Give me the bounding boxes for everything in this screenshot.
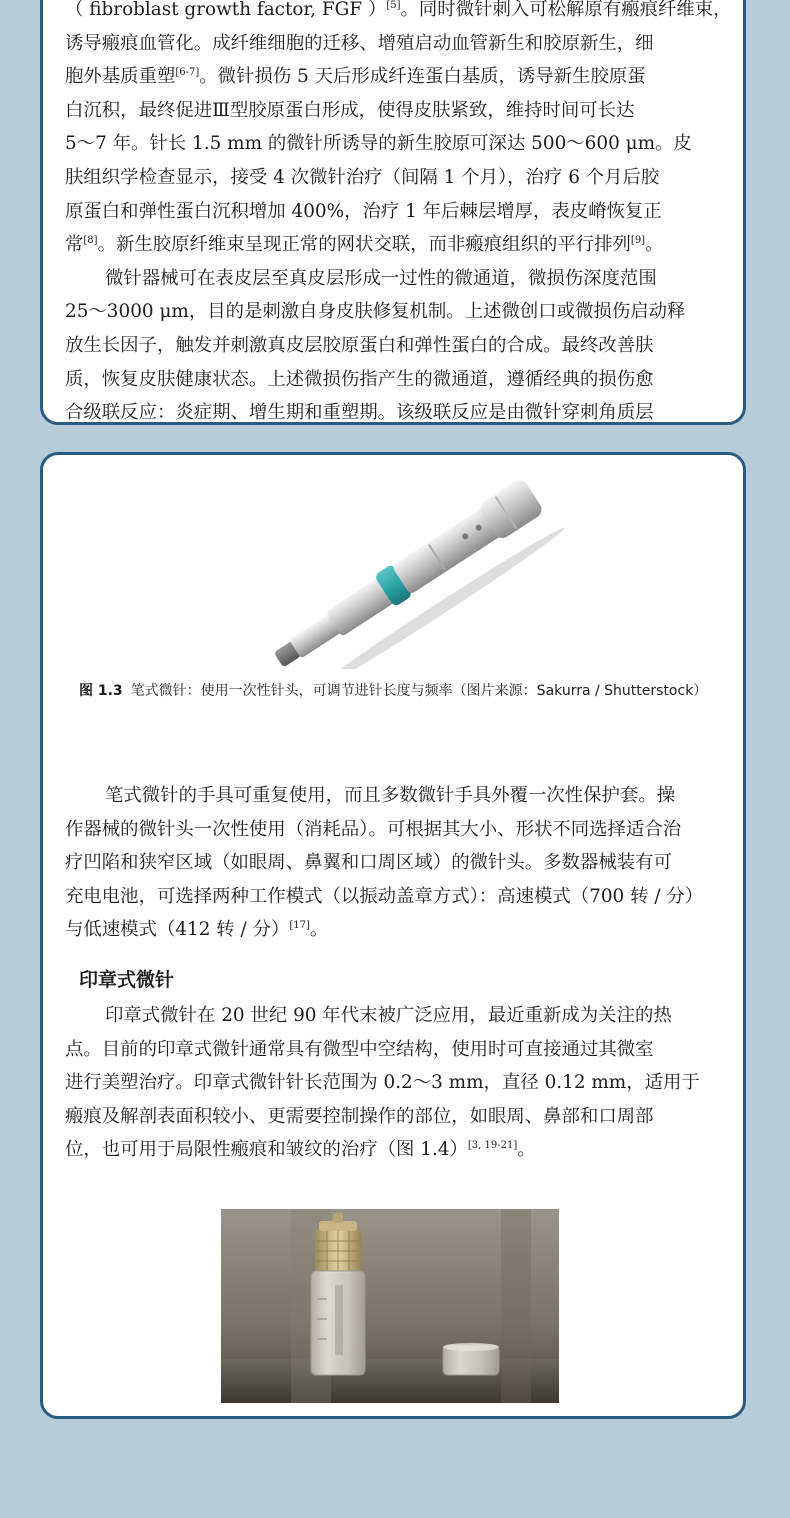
text-line: 诱导瘢痕血管化。成纤维细胞的迁移、增殖启动血管新生和胶原新生，细 [65, 32, 654, 54]
text-line: 与低速模式（412 转 / 分）[17]。 [65, 919, 329, 941]
continued-paragraph [65, 0, 732, 425]
text-line: 充电电池，可选择两种工作模式（以振动盖章方式）：高速模式（700 转 / 分） [65, 885, 704, 907]
text-line: 作器械的微针头一次性使用（消耗品）。可根据其大小、形状不同选择适合治 [65, 818, 682, 840]
text-line: 肤组织学检查显示，接受 4 次微针治疗（间隔 1 个月），治疗 6 个月后胶 [65, 166, 660, 188]
text-line: 5～7 年。针长 1.5 mm 的微针所诱导的新生胶原可深达 500～600 μm。皮 [65, 133, 692, 155]
pen-paragraph [65, 779, 713, 947]
stamp-microneedle-photo [221, 1209, 559, 1403]
stamp-paragraph [65, 999, 713, 1167]
text-line: 合级联反应：炎症期、增生期和重塑期。该级联反应是由微针穿刺角质层 [65, 402, 654, 424]
pen-microneedle-image [231, 479, 591, 673]
text-line: （ fibroblast growth factor, FGF ）[5]。同时微针刺入可松解原有瘢痕纤维束， [65, 0, 732, 20]
text-line: 笔式微针的手具可重复使用，而且多数微针手具外覆一次性保护套。操 [105, 785, 676, 806]
text-line: 位，也可用于局限性瘢痕和皱纹的治疗（图 1.4）[3, 19-21]。 [65, 1139, 536, 1161]
text-line: 25～3000 μm，目的是刺激自身皮肤修复机制。上述微创口或微损伤启动释 [65, 301, 686, 323]
text-card-top [40, 0, 746, 425]
text-line: 进行美塑治疗。印章式微针针长范围为 0.2～3 mm，直径 0.12 mm，适用于 [65, 1072, 700, 1094]
text-line: 疗凹陷和狭窄区域（如眼周、鼻翼和口周区域）的微针头。多数器械装有可 [65, 852, 672, 874]
text-line: 质，恢复皮肤健康状态。上述微损伤指产生的微通道，遵循经典的损伤愈 [65, 368, 654, 390]
text-line: 原蛋白和弹性蛋白沉积增加 400%，治疗 1 年后棘层增厚，表皮嵴恢复正 [65, 200, 662, 222]
figure-caption [79, 679, 719, 703]
text-line: 放生长因子，触发并刺激真皮层胶原蛋白和弹性蛋白的合成。最终改善肤 [65, 334, 654, 356]
text-line: 微针器械可在表皮层至真皮层形成一过性的微通道，微损伤深度范围 [105, 267, 657, 289]
text-card-main [40, 452, 746, 1419]
text-line: 白沉积，最终促进Ⅲ型胶原蛋白形成，使得皮肤紧致，维持时间可长达 [65, 99, 635, 121]
text-line: 常[8]。新生胶原纤维束呈现正常的网状交联，而非瘢痕组织的平行排列[9]。 [65, 234, 664, 256]
text-line: 点。目前的印章式微针通常具有微型中空结构，使用时可直接通过其微室 [65, 1038, 654, 1060]
caption-text: 笔式微针：使用一次性针头，可调节进针长度与频率（图片来源：Sakurra / Shutterstock） [130, 683, 708, 699]
text-line: 印章式微针在 20 世纪 90 年代末被广泛应用，最近重新成为关注的热 [105, 1005, 672, 1026]
section-heading: 印章式微针 [79, 969, 175, 991]
figure-number: 图 1.3 [79, 683, 123, 699]
text-line: 瘢痕及解剖表面积较小、更需要控制操作的部位，如眼周、鼻部和口周部 [65, 1105, 654, 1127]
text-line: 胞外基质重塑[6-7]。微针损伤 5 天后形成纤连蛋白基质，诱导新生胶原蛋 [65, 66, 646, 88]
